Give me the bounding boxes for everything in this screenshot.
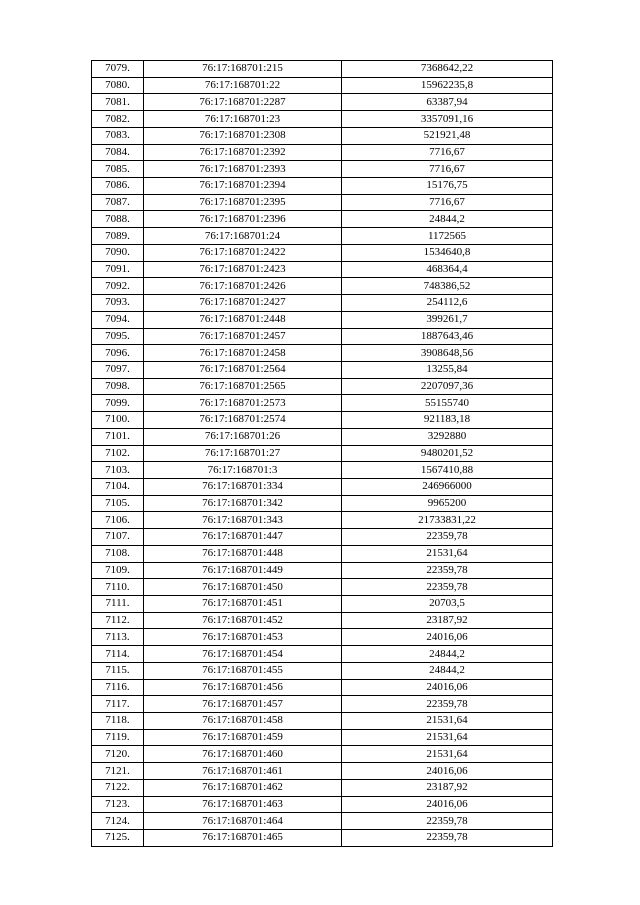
- row-number-cell: 7111.: [92, 596, 144, 613]
- value-cell: 21531,64: [342, 713, 553, 730]
- row-number-cell: 7116.: [92, 679, 144, 696]
- value-cell: 1567410,88: [342, 462, 553, 479]
- row-number-cell: 7096.: [92, 345, 144, 362]
- row-number-cell: 7084.: [92, 144, 144, 161]
- cadastral-number-cell: 76:17:168701:3: [144, 462, 342, 479]
- value-cell: 22359,78: [342, 579, 553, 596]
- table-row: [92, 345, 553, 362]
- cadastral-number-cell: 76:17:168701:449: [144, 562, 342, 579]
- table-row: [92, 261, 553, 278]
- table-row: [92, 328, 553, 345]
- value-cell: 22359,78: [342, 813, 553, 830]
- table-row: [92, 813, 553, 830]
- value-cell: 21531,64: [342, 729, 553, 746]
- table-row: [92, 161, 553, 178]
- cadastral-number-cell: 76:17:168701:2448: [144, 311, 342, 328]
- table-body: [92, 61, 553, 847]
- value-cell: 9480201,52: [342, 445, 553, 462]
- table-row: [92, 545, 553, 562]
- table-row: [92, 111, 553, 128]
- cadastral-number-cell: 76:17:168701:2392: [144, 144, 342, 161]
- cadastral-number-cell: 76:17:168701:2457: [144, 328, 342, 345]
- cadastral-number-cell: 76:17:168701:22: [144, 77, 342, 94]
- cadastral-number-cell: 76:17:168701:465: [144, 830, 342, 847]
- row-number-cell: 7103.: [92, 462, 144, 479]
- cadastral-number-cell: 76:17:168701:2427: [144, 295, 342, 312]
- cadastral-number-cell: 76:17:168701:2426: [144, 278, 342, 295]
- cadastral-number-cell: 76:17:168701:23: [144, 111, 342, 128]
- value-cell: 3908648,56: [342, 345, 553, 362]
- value-cell: 15176,75: [342, 178, 553, 195]
- value-cell: 23187,92: [342, 779, 553, 796]
- cadastral-number-cell: 76:17:168701:2422: [144, 244, 342, 261]
- table-row: [92, 61, 553, 78]
- value-cell: 921183,18: [342, 412, 553, 429]
- row-number-cell: 7112.: [92, 612, 144, 629]
- cadastral-number-cell: 76:17:168701:342: [144, 495, 342, 512]
- value-cell: 1172565: [342, 228, 553, 245]
- cadastral-number-cell: 76:17:168701:464: [144, 813, 342, 830]
- value-cell: 3357091,16: [342, 111, 553, 128]
- value-cell: 13255,84: [342, 361, 553, 378]
- value-cell: 22359,78: [342, 529, 553, 546]
- value-cell: 24844,2: [342, 662, 553, 679]
- table-row: [92, 295, 553, 312]
- value-cell: 24016,06: [342, 679, 553, 696]
- table-row: [92, 746, 553, 763]
- row-number-cell: 7119.: [92, 729, 144, 746]
- value-cell: 521921,48: [342, 127, 553, 144]
- table-row: [92, 462, 553, 479]
- row-number-cell: 7115.: [92, 662, 144, 679]
- row-number-cell: 7090.: [92, 244, 144, 261]
- row-number-cell: 7094.: [92, 311, 144, 328]
- value-cell: 748386,52: [342, 278, 553, 295]
- cadastral-number-cell: 76:17:168701:455: [144, 662, 342, 679]
- table-row: [92, 428, 553, 445]
- row-number-cell: 7125.: [92, 830, 144, 847]
- row-number-cell: 7123.: [92, 796, 144, 813]
- cadastral-number-cell: 76:17:168701:343: [144, 512, 342, 529]
- table-row: [92, 713, 553, 730]
- cadastral-number-cell: 76:17:168701:2308: [144, 127, 342, 144]
- row-number-cell: 7083.: [92, 127, 144, 144]
- row-number-cell: 7121.: [92, 763, 144, 780]
- row-number-cell: 7079.: [92, 61, 144, 78]
- row-number-cell: 7088.: [92, 211, 144, 228]
- row-number-cell: 7107.: [92, 529, 144, 546]
- value-cell: 24844,2: [342, 211, 553, 228]
- table-row: [92, 512, 553, 529]
- value-cell: 15962235,8: [342, 77, 553, 94]
- table-row: [92, 244, 553, 261]
- row-number-cell: 7099.: [92, 395, 144, 412]
- row-number-cell: 7113.: [92, 629, 144, 646]
- table-row: [92, 646, 553, 663]
- row-number-cell: 7106.: [92, 512, 144, 529]
- row-number-cell: 7097.: [92, 361, 144, 378]
- cadastral-number-cell: 76:17:168701:2458: [144, 345, 342, 362]
- row-number-cell: 7082.: [92, 111, 144, 128]
- table-row: [92, 529, 553, 546]
- row-number-cell: 7080.: [92, 77, 144, 94]
- row-number-cell: 7124.: [92, 813, 144, 830]
- row-number-cell: 7081.: [92, 94, 144, 111]
- cadastral-number-cell: 76:17:168701:463: [144, 796, 342, 813]
- value-cell: 20703,5: [342, 596, 553, 613]
- table-row: [92, 612, 553, 629]
- cadastral-number-cell: 76:17:168701:2423: [144, 261, 342, 278]
- table-row: [92, 679, 553, 696]
- value-cell: 1887643,46: [342, 328, 553, 345]
- row-number-cell: 7109.: [92, 562, 144, 579]
- cadastral-number-cell: 76:17:168701:454: [144, 646, 342, 663]
- row-number-cell: 7114.: [92, 646, 144, 663]
- value-cell: 22359,78: [342, 830, 553, 847]
- value-cell: 7716,67: [342, 144, 553, 161]
- value-cell: 63387,94: [342, 94, 553, 111]
- table-row: [92, 478, 553, 495]
- table-row: [92, 127, 553, 144]
- table-row: [92, 211, 553, 228]
- value-cell: 21531,64: [342, 746, 553, 763]
- cadastral-number-cell: 76:17:168701:453: [144, 629, 342, 646]
- cadastral-number-cell: 76:17:168701:452: [144, 612, 342, 629]
- value-cell: 7716,67: [342, 161, 553, 178]
- row-number-cell: 7110.: [92, 579, 144, 596]
- value-cell: 21531,64: [342, 545, 553, 562]
- table-row: [92, 311, 553, 328]
- value-cell: 2207097,36: [342, 378, 553, 395]
- value-cell: 3292880: [342, 428, 553, 445]
- cadastral-number-cell: 76:17:168701:461: [144, 763, 342, 780]
- cadastral-number-cell: 76:17:168701:457: [144, 696, 342, 713]
- row-number-cell: 7098.: [92, 378, 144, 395]
- row-number-cell: 7117.: [92, 696, 144, 713]
- table-row: [92, 763, 553, 780]
- value-cell: 24016,06: [342, 796, 553, 813]
- table-row: [92, 395, 553, 412]
- table-row: [92, 830, 553, 847]
- cadastral-value-table: [91, 60, 553, 847]
- cadastral-number-cell: 76:17:168701:458: [144, 713, 342, 730]
- cadastral-number-cell: 76:17:168701:2573: [144, 395, 342, 412]
- row-number-cell: 7108.: [92, 545, 144, 562]
- value-cell: 7368642,22: [342, 61, 553, 78]
- value-cell: 22359,78: [342, 562, 553, 579]
- value-cell: 468364,4: [342, 261, 553, 278]
- cadastral-number-cell: 76:17:168701:2565: [144, 378, 342, 395]
- cadastral-number-cell: 76:17:168701:460: [144, 746, 342, 763]
- table-row: [92, 796, 553, 813]
- cadastral-number-cell: 76:17:168701:447: [144, 529, 342, 546]
- row-number-cell: 7091.: [92, 261, 144, 278]
- cadastral-number-cell: 76:17:168701:24: [144, 228, 342, 245]
- table-row: [92, 361, 553, 378]
- value-cell: 1534640,8: [342, 244, 553, 261]
- row-number-cell: 7087.: [92, 194, 144, 211]
- row-number-cell: 7095.: [92, 328, 144, 345]
- table-row: [92, 629, 553, 646]
- table-row: [92, 579, 553, 596]
- row-number-cell: 7085.: [92, 161, 144, 178]
- cadastral-number-cell: 76:17:168701:334: [144, 478, 342, 495]
- table-row: [92, 696, 553, 713]
- row-number-cell: 7118.: [92, 713, 144, 730]
- row-number-cell: 7092.: [92, 278, 144, 295]
- cadastral-number-cell: 76:17:168701:462: [144, 779, 342, 796]
- value-cell: 55155740: [342, 395, 553, 412]
- cadastral-number-cell: 76:17:168701:448: [144, 545, 342, 562]
- value-cell: 23187,92: [342, 612, 553, 629]
- cadastral-number-cell: 76:17:168701:459: [144, 729, 342, 746]
- table-row: [92, 495, 553, 512]
- cadastral-number-cell: 76:17:168701:451: [144, 596, 342, 613]
- table-row: [92, 596, 553, 613]
- row-number-cell: 7122.: [92, 779, 144, 796]
- row-number-cell: 7120.: [92, 746, 144, 763]
- table-row: [92, 412, 553, 429]
- table-row: [92, 278, 553, 295]
- cadastral-number-cell: 76:17:168701:456: [144, 679, 342, 696]
- table-row: [92, 729, 553, 746]
- value-cell: 22359,78: [342, 696, 553, 713]
- row-number-cell: 7089.: [92, 228, 144, 245]
- table-row: [92, 445, 553, 462]
- row-number-cell: 7105.: [92, 495, 144, 512]
- value-cell: 24844,2: [342, 646, 553, 663]
- cadastral-number-cell: 76:17:168701:2395: [144, 194, 342, 211]
- table-row: [92, 562, 553, 579]
- table-row: [92, 779, 553, 796]
- cadastral-number-cell: 76:17:168701:215: [144, 61, 342, 78]
- cadastral-number-cell: 76:17:168701:2394: [144, 178, 342, 195]
- row-number-cell: 7086.: [92, 178, 144, 195]
- table-row: [92, 144, 553, 161]
- cadastral-number-cell: 76:17:168701:2287: [144, 94, 342, 111]
- table-row: [92, 378, 553, 395]
- row-number-cell: 7104.: [92, 478, 144, 495]
- row-number-cell: 7093.: [92, 295, 144, 312]
- cadastral-number-cell: 76:17:168701:2564: [144, 361, 342, 378]
- row-number-cell: 7102.: [92, 445, 144, 462]
- value-cell: 21733831,22: [342, 512, 553, 529]
- value-cell: 24016,06: [342, 629, 553, 646]
- value-cell: 9965200: [342, 495, 553, 512]
- table-row: [92, 194, 553, 211]
- value-cell: 246966000: [342, 478, 553, 495]
- cadastral-number-cell: 76:17:168701:2574: [144, 412, 342, 429]
- cadastral-number-cell: 76:17:168701:26: [144, 428, 342, 445]
- table-row: [92, 77, 553, 94]
- table-row: [92, 178, 553, 195]
- table-row: [92, 94, 553, 111]
- cadastral-number-cell: 76:17:168701:27: [144, 445, 342, 462]
- value-cell: 254112,6: [342, 295, 553, 312]
- value-cell: 7716,67: [342, 194, 553, 211]
- table-row: [92, 228, 553, 245]
- row-number-cell: 7100.: [92, 412, 144, 429]
- table-row: [92, 662, 553, 679]
- cadastral-number-cell: 76:17:168701:2396: [144, 211, 342, 228]
- cadastral-number-cell: 76:17:168701:2393: [144, 161, 342, 178]
- cadastral-number-cell: 76:17:168701:450: [144, 579, 342, 596]
- value-cell: 24016,06: [342, 763, 553, 780]
- row-number-cell: 7101.: [92, 428, 144, 445]
- value-cell: 399261,7: [342, 311, 553, 328]
